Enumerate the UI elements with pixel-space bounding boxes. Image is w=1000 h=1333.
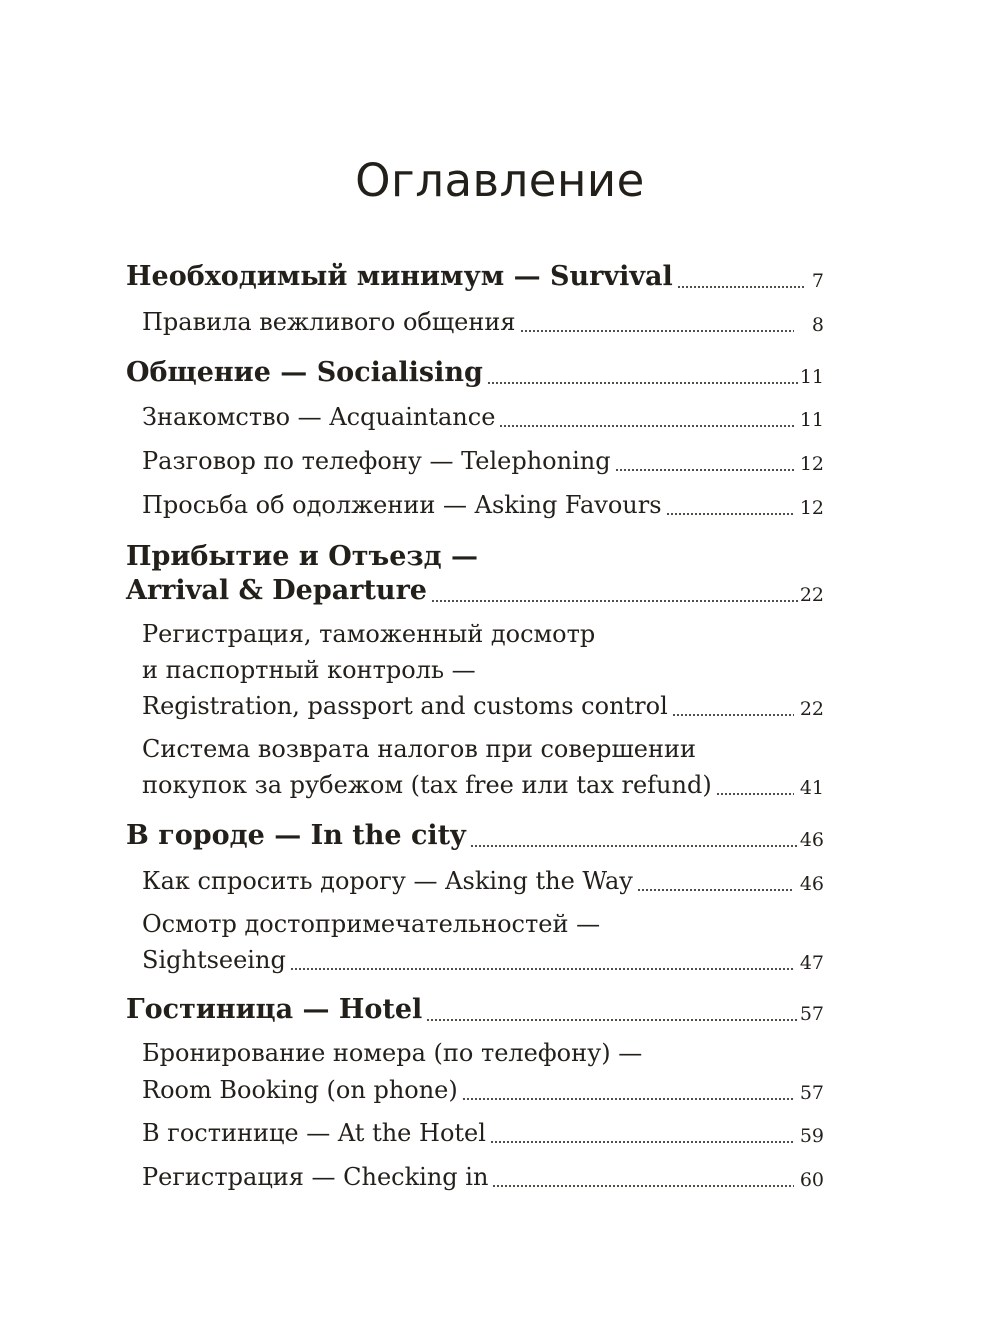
toc-line [0,727,1000,767]
toc-subsection-title: Осмотр достопримечательностей — [142,910,601,938]
page-number: 7 [811,270,824,292]
toc-line [0,859,1000,899]
toc-section-title: Прибытие и Отъезд — [126,541,479,572]
page-number: 11 [799,366,824,388]
page-number: 22 [799,698,824,720]
toc-line [0,483,1000,523]
page-number: 41 [799,777,824,799]
toc-line [0,1111,1000,1151]
toc-line [0,989,1000,1029]
dot-leader [290,968,794,970]
toc-subsection-title: Как спросить дорогу — Asking the Way [142,867,633,895]
toc-line [0,1031,1000,1071]
page-number: 59 [799,1125,824,1147]
page-number: 46 [799,873,824,895]
dot-leader [492,1185,794,1187]
toc-subsection-title: и паспортный контроль — [142,656,476,684]
toc-subsection-title: Room Booking (on phone) [142,1076,458,1104]
toc-section-title: Arrival & Departure [126,575,427,606]
dot-leader [677,286,805,288]
dot-leader [666,513,794,515]
page-number: 12 [799,497,824,519]
toc-line [0,763,1000,803]
toc-line [0,902,1000,942]
toc-subsection-title: Правила вежливого общения [142,308,516,336]
toc-section-title: В городе — In the city [126,820,466,851]
toc-line [0,256,1000,296]
dot-leader [637,889,794,891]
toc-line [0,612,1000,652]
toc-section-title: Гостиница — Hotel [126,994,423,1025]
toc-line [0,570,1000,610]
dot-leader [490,1141,794,1143]
toc-line [0,815,1000,855]
page-number: 12 [799,453,824,475]
toc-subsection-title: Sightseeing [142,946,286,974]
page-number: 46 [799,829,824,851]
page-number: 57 [799,1082,824,1104]
toc-line [0,395,1000,435]
dot-leader [499,425,794,427]
toc-line [0,439,1000,479]
toc-subsection-title: Registration, passport and customs control [142,692,668,720]
page-number: 11 [799,409,824,431]
dot-leader [716,793,794,795]
dot-leader [615,469,794,471]
dot-leader [431,600,798,602]
toc-line [0,1068,1000,1108]
toc-subsection-title: Система возврата налогов при совершении [142,735,696,763]
toc-line [0,352,1000,392]
dot-leader [520,330,795,332]
toc-line [0,1155,1000,1195]
dot-leader [462,1098,794,1100]
toc-subsection-title: Бронирование номера (по телефону) — [142,1039,643,1067]
toc-line [0,938,1000,978]
page-number: 22 [799,584,824,606]
page-number: 60 [799,1169,824,1191]
page-number: 47 [799,952,824,974]
dot-leader [487,382,798,384]
page-number: 8 [811,314,824,336]
dot-leader [470,845,798,847]
dot-leader [672,714,794,716]
page-title: Оглавление [355,154,645,207]
toc-line [0,684,1000,724]
toc-subsection-title: Регистрация, таможенный досмотр [142,620,596,648]
toc-subsection-title: покупок за рубежом (tax free или tax refund) [142,771,712,799]
toc-subsection-title: Знакомство — Acquaintance [142,403,496,431]
toc-line [0,300,1000,340]
toc-section-title: Необходимый минимум — Survival [126,261,673,292]
toc-subsection-title: Регистрация — Checking in [142,1163,489,1191]
toc-line [0,648,1000,688]
toc-subsection-title: В гостинице — At the Hotel [142,1119,486,1147]
toc-subsection-title: Разговор по телефону — Telephoning [142,447,611,475]
page-number: 57 [799,1003,824,1025]
toc-section-title: Общение — Socialising [126,357,483,388]
toc-subsection-title: Просьба об одолжении — Asking Favours [142,491,662,519]
dot-leader [426,1019,798,1021]
